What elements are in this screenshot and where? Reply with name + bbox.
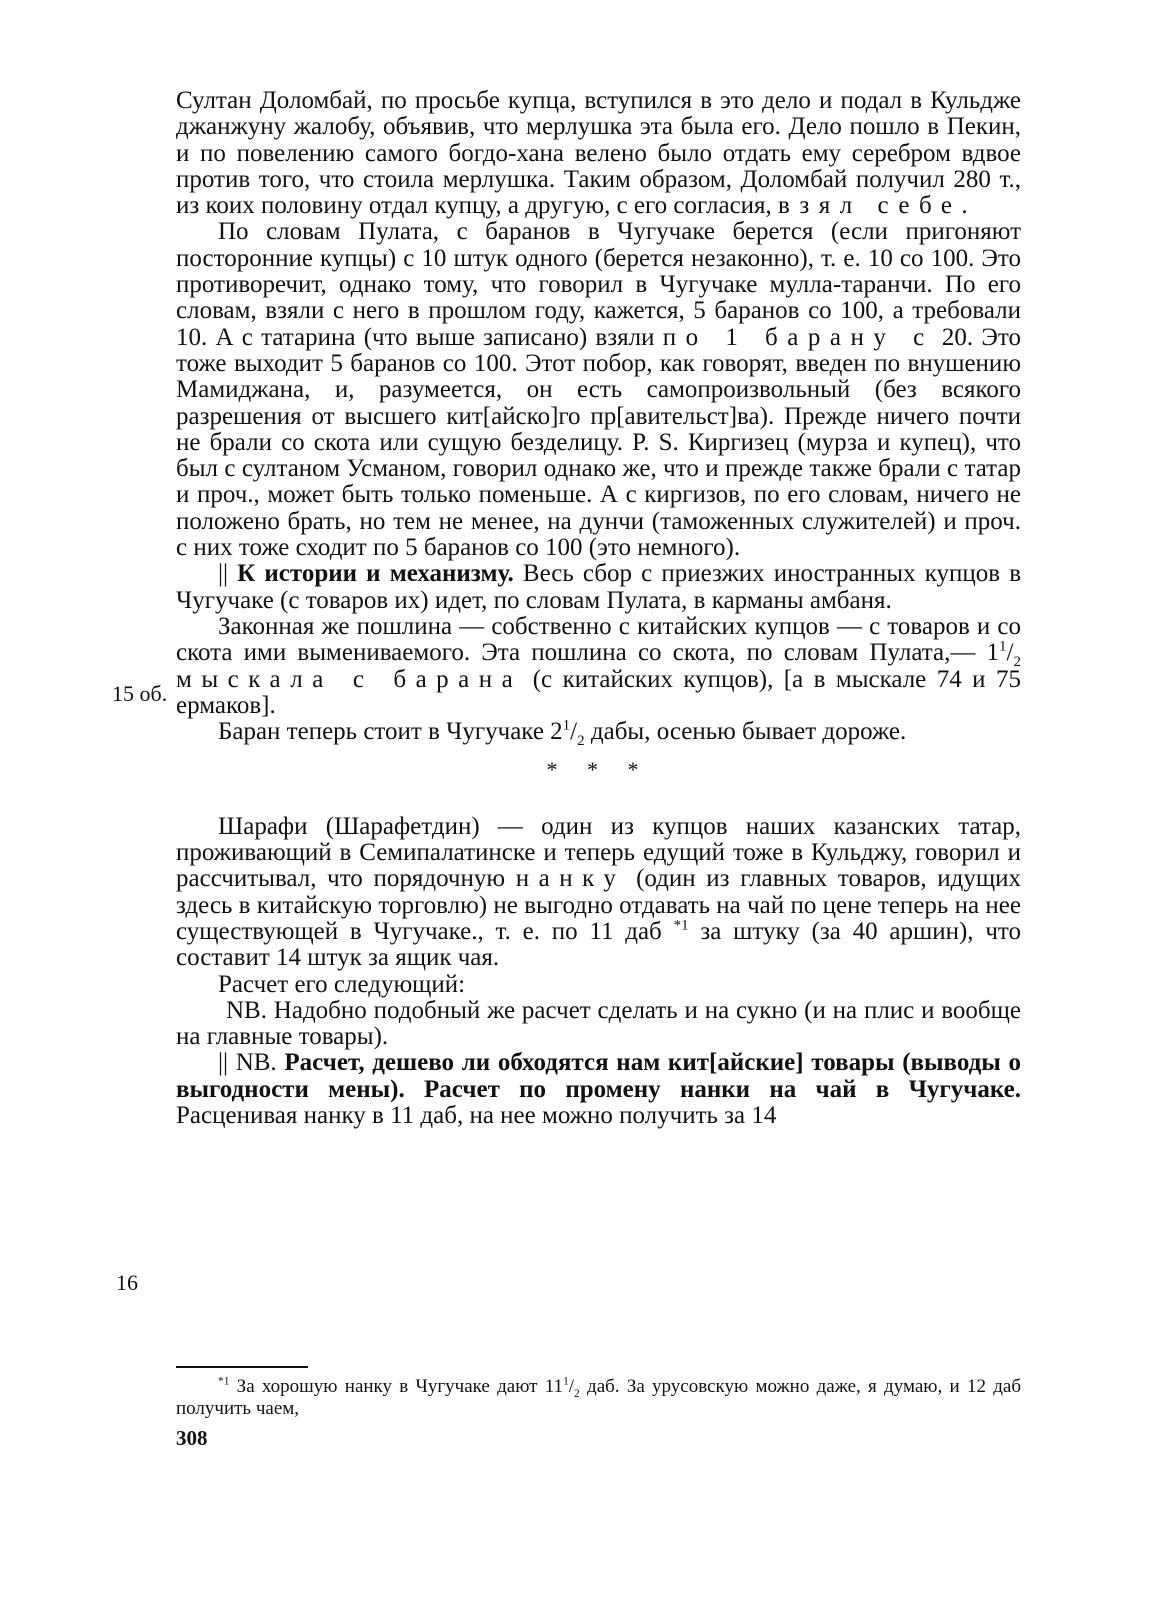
paragraph: Законная же пошлина — собственно с китайских купцов — с товаров и со скота ими вымениваемого. Эта пошлина со скота, по словам Пулата,— $1^1/_2$ мыскала с барана (с китайских купцов), [а в мыскале 74 и 75 ермаков]. xyxy=(176,612,1021,719)
paragraph: || NB. Расчет, дешево ли обходятся нам кит[айские] товары (выводы о выгодности мены). Расчет по промену нанки на чай в Чугучаке. Расценивая нанку в 11 даб, на нее можно получить за 14 xyxy=(176,1049,1021,1129)
footnote: $^{*1}$ За хорошую нанку в Чугучаке дают $11^1/_2$ даб. За урусовскую можно даже, я думаю, и 12 даб получить чаем, xyxy=(176,1375,1022,1419)
main-text xyxy=(176,88,1021,1129)
footnote-ref: *1 xyxy=(673,917,689,934)
margin-folio-label: 15 об. xyxy=(112,681,168,706)
margin-folio-label: 16 xyxy=(116,1270,138,1295)
section-separator: * * * xyxy=(546,757,651,783)
paragraph: Расчет его следующий: xyxy=(218,970,466,998)
paragraph: По словам Пулата, с баранов в Чугучаке берется (если пригоняют посторонние купцы) с 10 штук одного (берется незаконно), т. е. 10 со 100. Это противоречит, однако тому, что говорил в Чугучаке мулла-таранчи. По его словам, взяли с него в прошлом году, кажется, 5 баранов со 100, а требовали 10. А с татарина (что выше записано) взяли по 1 барану с 20. Это тоже выходит 5 баранов со 100. Этот побор, как говорят, введен по внушению Мамиджана, и, разумеется, он есть самопроизвольный (без всякого разрешения от высшего кит[айско]го пр[авительст]ва). Прежде ничего почти не брали со скота или сущую безделицу. P. S. Киргизец (мурза и купец), что был с султаном Усманом, говорил однако же, что и прежде также брали с татар и проч., может быть только поменьше. А с киргизов, по его словам, ничего не положено брать, но тем не менее, на дунчи (таможенных служителей) и проч. с них тоже сходит по 5 баранов со 100 (это немного). xyxy=(176,218,1021,562)
section-heading: Расчет, дешево ли обходятся нам кит[айские] товары (выводы о выгодности мены). Расчет по промену нанки на чай в Чугучаке. xyxy=(176,1049,1021,1103)
page-number: 308 xyxy=(176,1426,208,1450)
paragraph: NB. Надобно подобный же расчет сделать и на сукно (и на плис и вообще на главные товары). xyxy=(176,996,1021,1051)
section-heading: К истории и механизму. xyxy=(237,560,514,588)
paragraph: Баран теперь стоит в Чугучаке $2^1/_2$ дабы, осенью бывает дороже. xyxy=(218,717,907,750)
paragraph: || К истории и механизму. Весь сбор с приезжих иностранных купцов в Чугучаке (с товаров их) идет, по словам Пулата, в карманы амбаня. xyxy=(176,560,1021,614)
paragraph: Султан Доломбай, по просьбе купца, вступился в это дело и подал в Кульдже джанжуну жалобу, объявив, что мерлушка эта была его. Дело пошло в Пекин, и по повелению самого богдо-хана велено было отдать ему серебром вдвое против того, что стоила мерлушка. Таким образом, Доломбай получил 280 т., из коих половину отдал купцу, а другую, с его согласия, взял себе. xyxy=(176,87,1021,220)
paragraph: Шарафи (Шарафетдин) — один из купцов наших казанских татар, проживающий в Семипалатинске и теперь едущий тоже в Кульджу, говорил и рассчитывал, что порядочную нанку (один из главных товаров, идущих здесь в китайскую торговлю) не выгодно отдавать на чай по цене теперь на нее существующей в Чугучаке., т. е. по 11 даб $^{*1}$ за штуку (за 40 аршин), что составит 14 штук за ящик чая. xyxy=(176,812,1022,972)
footnote-divider xyxy=(176,1366,308,1368)
